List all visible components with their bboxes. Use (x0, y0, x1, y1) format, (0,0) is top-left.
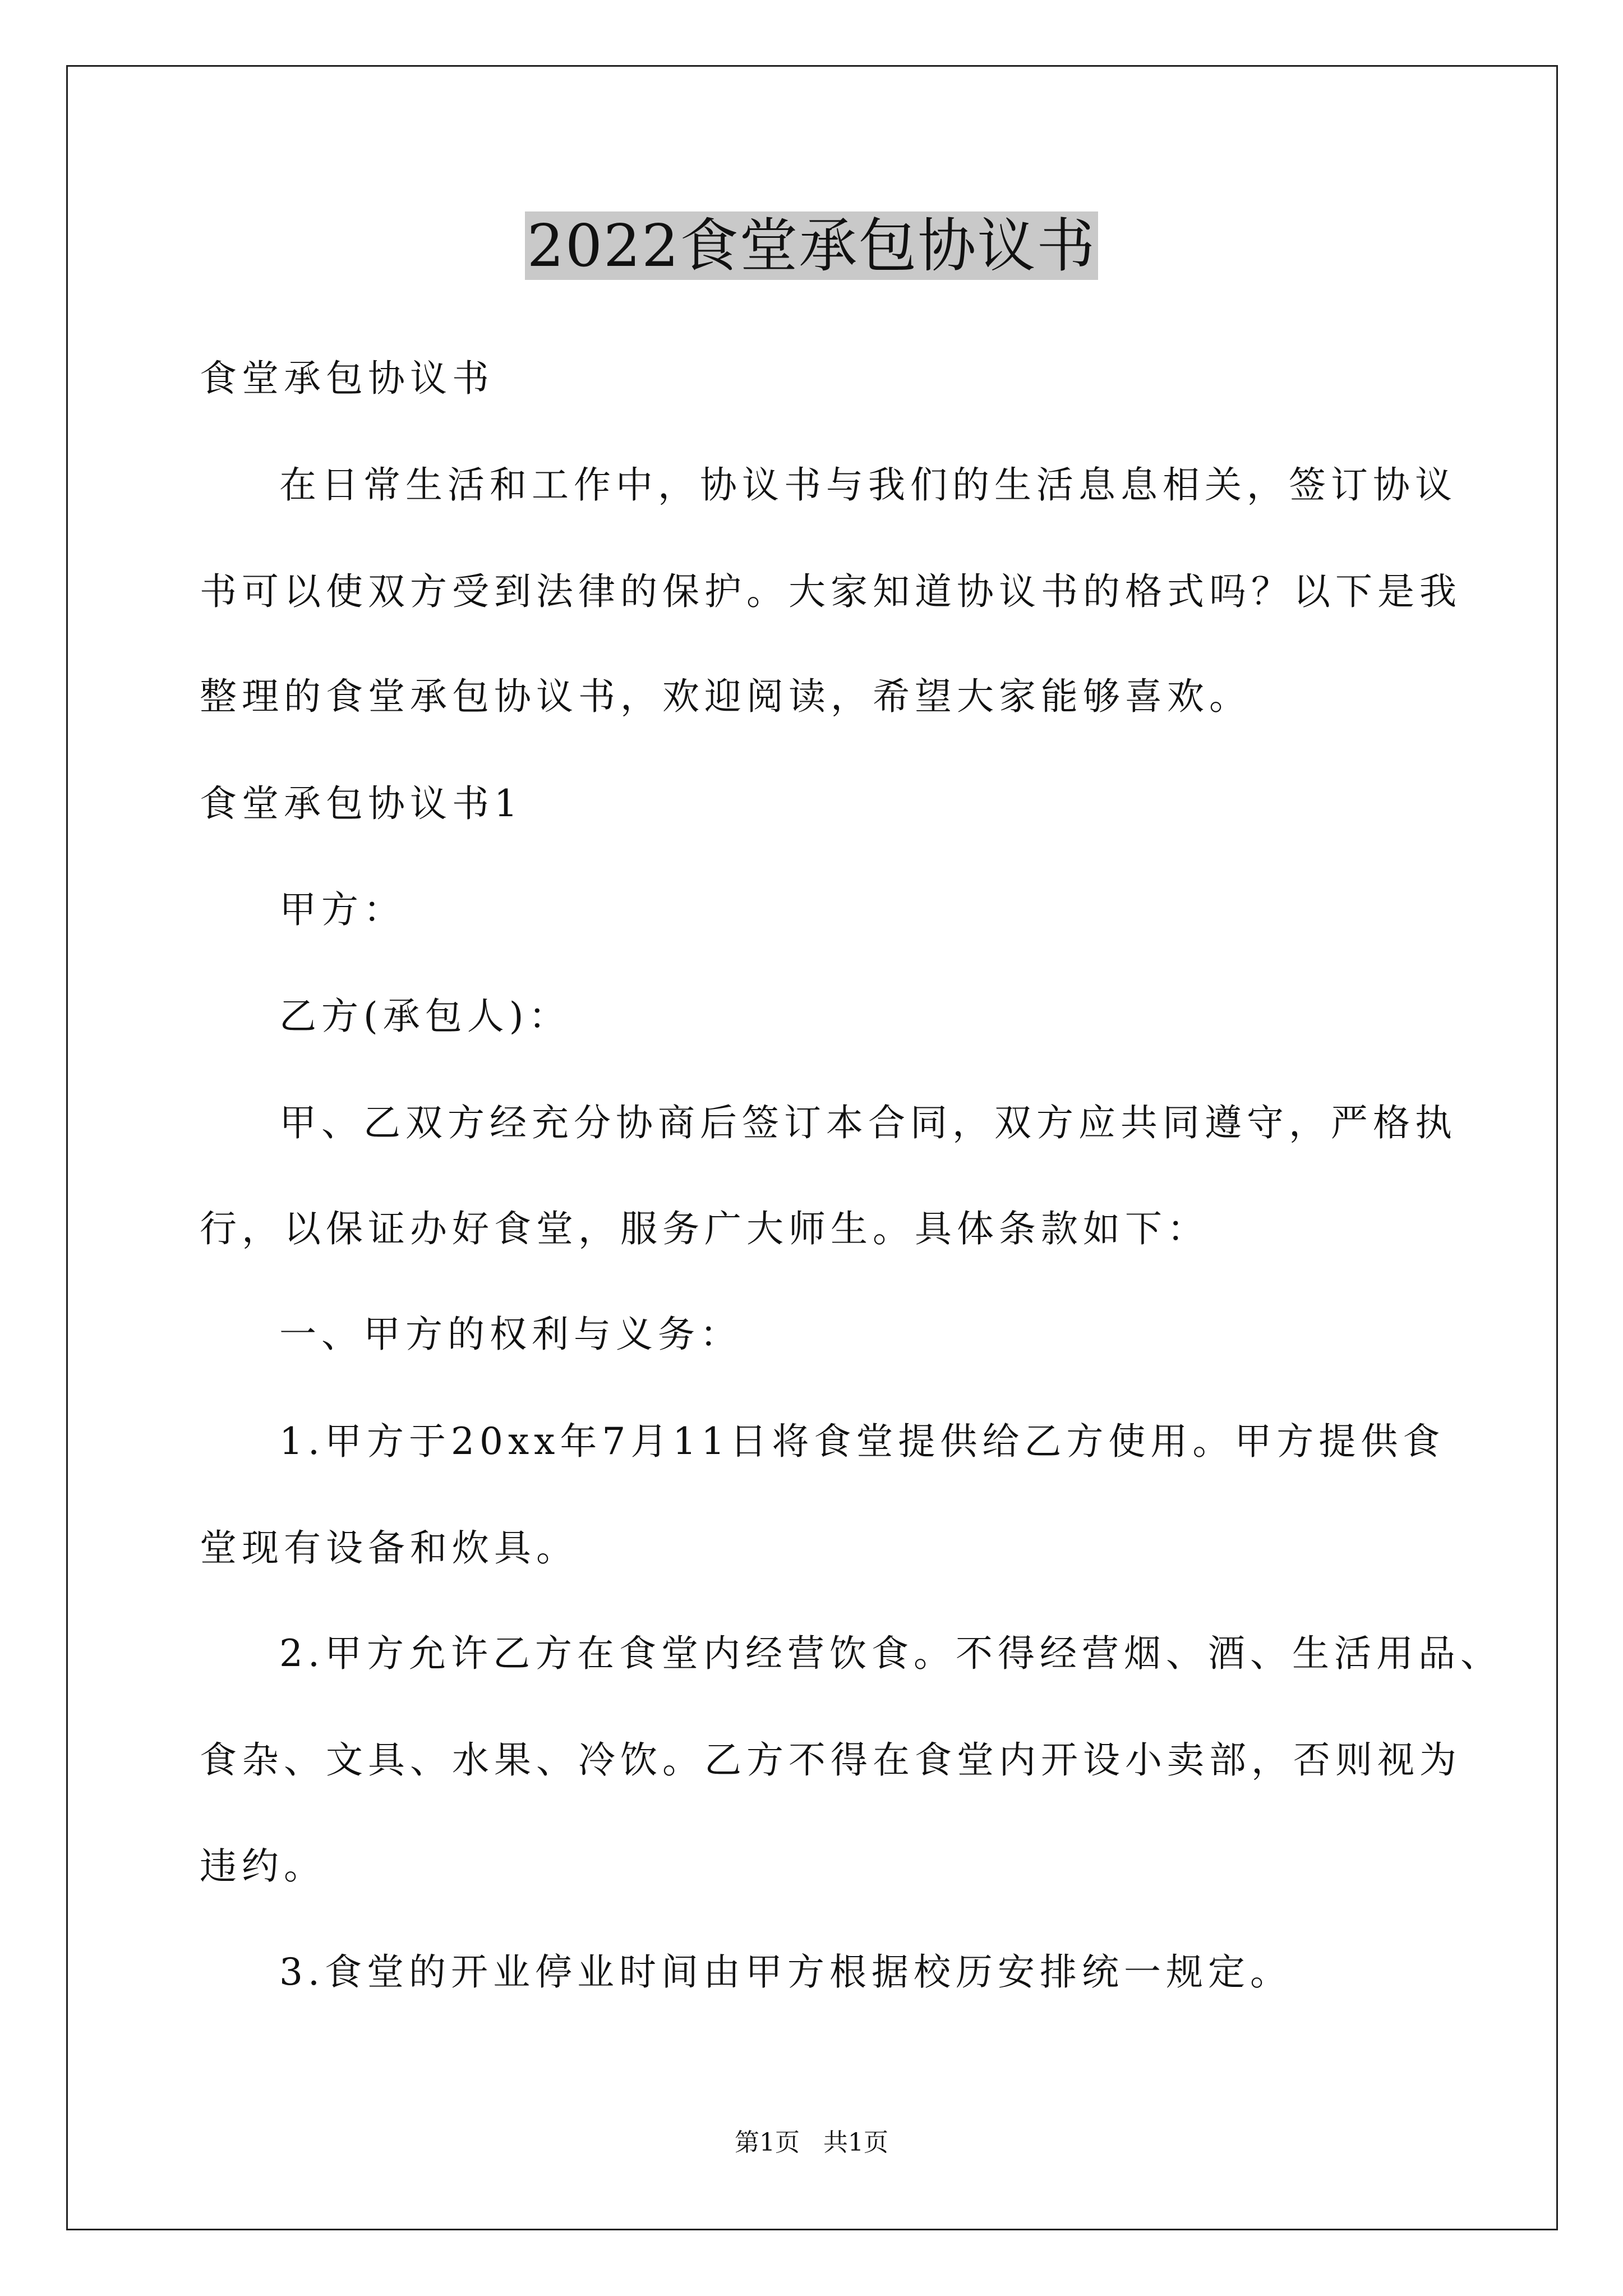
section-heading: 食堂承包协议书1 (200, 782, 523, 825)
page-footer: 第1页 共1页 (735, 2128, 888, 2157)
paragraph-line: 在日常生活和工作中，协议书与我们的生活息息相关，签订协议 (279, 463, 1457, 507)
clause-line: 2.甲方允许乙方在食堂内经营饮食。不得经营烟、酒、生活用品、 (279, 1632, 1502, 1675)
paragraph-line: 书可以使双方受到法律的保护。大家知道协议书的格式吗？以下是我 (200, 570, 1461, 613)
party-b-line: 乙方(承包人)： (279, 995, 571, 1038)
document-title (0, 206, 1623, 285)
paragraph-line: 甲、乙双方经充分协商后签订本合同，双方应共同遵守，严格执 (279, 1101, 1457, 1144)
party-a-line: 甲方： (279, 888, 405, 931)
paragraph-line: 整理的食堂承包协议书，欢迎阅读，希望大家能够喜欢。 (200, 675, 1251, 718)
clause-line: 1.甲方于20xx年7月11日将食堂提供给乙方使用。甲方提供食 (279, 1420, 1445, 1463)
clause-line: 违约。 (200, 1844, 326, 1888)
document-title-text: 2022食堂承包协议书 (525, 211, 1099, 280)
clause-line: 3.食堂的开业停业时间由甲方根据校历安排统一规定。 (279, 1950, 1292, 1994)
clause-heading: 一、甲方的权利与义务： (279, 1313, 742, 1356)
subtitle-line: 食堂承包协议书 (200, 357, 494, 400)
paragraph-line: 行，以保证办好食堂，服务广大师生。具体条款如下： (200, 1207, 1209, 1250)
clause-line: 食杂、文具、水果、冷饮。乙方不得在食堂内开设小卖部，否则视为 (200, 1738, 1461, 1782)
clause-line: 堂现有设备和炊具。 (200, 1526, 578, 1570)
